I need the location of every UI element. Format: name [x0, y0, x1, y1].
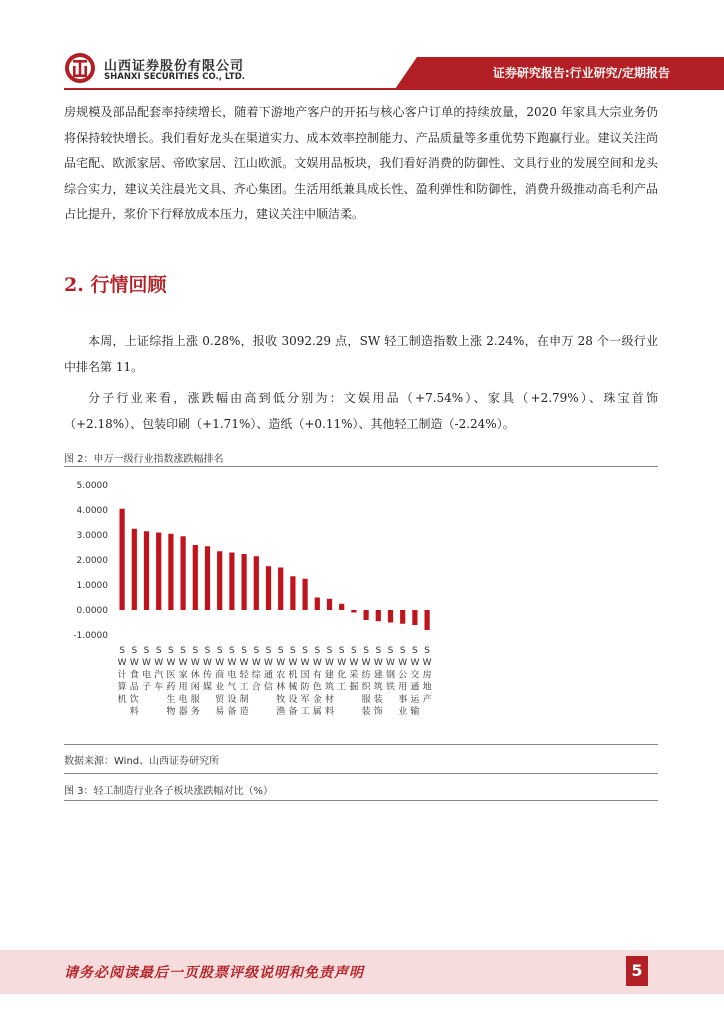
figure-3-top-rule	[64, 773, 658, 774]
category-label-char: 输	[410, 707, 420, 717]
category-label-char: S	[253, 646, 260, 656]
category-label-char: 运	[410, 694, 420, 705]
category-label-char: 造	[239, 707, 249, 717]
page-header	[0, 0, 724, 95]
bar	[266, 566, 271, 610]
figure-2-source: 数据来源：Wind、山西证券研究所	[64, 756, 220, 767]
category-label-char: 军	[300, 694, 310, 705]
category-label-char: S	[216, 646, 223, 656]
category-label-char: 算	[117, 682, 127, 693]
category-label-char: 国	[300, 670, 310, 681]
bar	[412, 610, 417, 625]
figure-3-underline	[64, 800, 658, 801]
category-label-char: S	[143, 646, 150, 656]
category-label-char: W	[264, 658, 273, 669]
category-label-char: S	[265, 646, 272, 656]
category-label-char: W	[288, 658, 298, 669]
category-label-char: 工	[337, 682, 347, 693]
category-label-char: S	[180, 646, 186, 656]
bar	[193, 545, 198, 610]
category-label-char: 产	[422, 694, 432, 705]
category-label-char: 色	[312, 682, 322, 693]
category-label-char: 综	[251, 670, 261, 681]
category-label-char: 制	[239, 694, 249, 705]
category-label-char: S	[277, 646, 284, 656]
bar	[168, 534, 173, 610]
category-label-char: 服	[361, 694, 371, 705]
category-label-char: W	[251, 658, 261, 669]
category-label-char: S	[314, 646, 321, 656]
category-label-char: W	[373, 658, 383, 669]
category-label-char: S	[241, 646, 247, 656]
category-label-char: 电	[227, 670, 237, 681]
category-label-char: S	[290, 646, 296, 656]
bar	[254, 556, 259, 610]
category-label-char: W	[398, 658, 408, 669]
category-label-char: 机	[117, 694, 127, 705]
category-label-char: 合	[251, 682, 261, 693]
category-label-char: 有	[312, 670, 322, 681]
category-label-char: W	[325, 658, 334, 669]
category-label-char: 业	[398, 707, 408, 717]
bar	[303, 579, 308, 610]
bar	[400, 610, 405, 624]
category-label-char: 公	[398, 670, 408, 681]
body-paragraph-2: 本周，上证综指上涨 0.28%，报收 3092.29 点，SW 轻工制造指数上涨 2.24%，在申万 28 个一级行业中排名第 11。	[64, 334, 658, 374]
category-label-char: 纺	[361, 670, 371, 681]
category-label-char: 设	[288, 694, 298, 705]
section-title: 2. 行情回顾	[64, 274, 167, 296]
category-label-char: 属	[312, 707, 322, 717]
category-label-char: 事	[398, 694, 408, 705]
category-label-char: 饰	[373, 707, 383, 717]
category-label-char: S	[229, 646, 235, 656]
category-label-char: W	[410, 658, 420, 669]
category-label-char: W	[129, 658, 139, 669]
category-label-char: W	[239, 658, 249, 669]
category-label-char: 用	[398, 682, 408, 693]
category-label-char: 业	[215, 682, 225, 693]
category-label-char: S	[119, 646, 125, 656]
industry-ranking-chart	[64, 470, 658, 738]
bar	[364, 610, 369, 620]
category-label-char: 务	[190, 707, 200, 717]
bar	[144, 531, 149, 610]
category-label-char: 金	[312, 694, 322, 705]
company-logo-icon	[64, 52, 96, 84]
category-label-char: W	[154, 658, 164, 669]
category-labels	[118, 646, 432, 717]
category-label-char: 食	[129, 670, 139, 681]
category-label-char: 媒	[202, 682, 213, 693]
category-label-char: W	[337, 658, 347, 669]
category-label-char: 化	[337, 670, 347, 681]
bar	[229, 553, 234, 611]
category-label-char: S	[424, 646, 430, 656]
category-label-char: 械	[288, 682, 298, 693]
category-label-char: W	[276, 658, 286, 669]
category-label-char: 器	[178, 707, 188, 717]
category-label-char: W	[142, 658, 151, 669]
category-label-char: W	[227, 658, 237, 669]
bar	[217, 551, 222, 610]
category-label-char: 贸	[215, 694, 225, 705]
category-label-char: 牧	[276, 694, 286, 705]
category-label-char: 林	[276, 682, 286, 693]
figure-2-bottom-rule	[64, 744, 658, 745]
category-label-char: 建	[324, 670, 335, 681]
company-name-cn: 山西证券股份有限公司	[104, 59, 245, 74]
category-label-char: 防	[300, 682, 310, 693]
bar	[376, 610, 381, 621]
category-label-char: S	[168, 646, 174, 656]
header-divider	[64, 88, 724, 90]
category-label-char: S	[351, 646, 357, 656]
category-label-char: S	[399, 646, 406, 656]
category-label-char: 用	[178, 682, 188, 693]
category-label-char: 设	[227, 694, 237, 705]
category-label-char: W	[300, 658, 310, 669]
category-label-char: 饮	[129, 694, 139, 705]
category-label-char: 交	[410, 670, 420, 681]
category-label-char: W	[312, 658, 322, 669]
category-label-char: 备	[227, 707, 237, 717]
category-label-char: 信	[263, 682, 274, 693]
category-label-char: 子	[141, 682, 152, 693]
category-label-char: W	[190, 658, 200, 669]
page-number: 5	[626, 956, 648, 986]
category-label-char: 工	[239, 682, 249, 693]
category-label-char: W	[386, 658, 395, 669]
y-tick-label: 0.0000	[76, 606, 108, 616]
category-label-char: 汽	[154, 670, 164, 681]
figure-2-top-rule	[64, 466, 658, 467]
category-label-char: 电	[178, 694, 188, 705]
category-label-char: 品	[129, 682, 139, 693]
category-label-char: 备	[288, 707, 298, 717]
bar	[132, 529, 137, 610]
category-label-char: 机	[288, 670, 298, 681]
category-label-char: 休	[190, 670, 200, 681]
bar	[278, 568, 283, 611]
category-label-char: 材	[324, 694, 335, 705]
bar	[156, 533, 161, 611]
bar	[242, 554, 247, 610]
category-label-char: W	[166, 658, 176, 669]
category-label-char: S	[375, 646, 382, 656]
bar	[120, 509, 125, 610]
category-label-char: 车	[154, 682, 164, 693]
bar	[388, 610, 393, 623]
bar	[327, 599, 332, 610]
category-label-char: 生	[166, 694, 176, 705]
category-label-char: 房	[422, 670, 432, 681]
body-paragraph-3: 分子行业来看，涨跌幅由高到低分别为：文娱用品（+7.54%）、家具（+2.79%）、珠宝首饰（+2.18%）、包装印刷（+1.71%）、造纸（+0.11%）、其他轻工制造（-2.24%）。	[64, 391, 658, 431]
category-label-char: 织	[361, 682, 371, 693]
category-label-char: S	[302, 646, 308, 656]
category-label-char: W	[178, 658, 188, 669]
y-tick-label: 3.0000	[76, 531, 108, 541]
y-tick-label: -1.0000	[73, 631, 108, 641]
bar	[425, 610, 430, 630]
bar	[315, 598, 320, 611]
category-label-char: 商	[215, 670, 225, 681]
category-label-char: W	[203, 658, 212, 669]
category-label-char: 筑	[373, 682, 383, 693]
category-label-char: W	[422, 658, 432, 669]
category-label-char: 服	[190, 694, 200, 705]
category-label-char: W	[215, 658, 225, 669]
category-label-char: 料	[129, 707, 139, 717]
figure-3-title: 图 3：轻工制造行业各子板块涨跌幅对比（%）	[64, 786, 274, 797]
category-label-char: S	[192, 646, 199, 656]
category-label-char: W	[117, 658, 127, 669]
category-label-char: 通	[263, 670, 274, 681]
category-label-char: S	[338, 646, 345, 656]
category-label-char: S	[204, 646, 211, 656]
category-label-char: 轻	[239, 670, 249, 681]
category-label-char: 家	[178, 670, 188, 681]
category-label-char: 易	[215, 707, 225, 717]
category-label-char: 地	[422, 682, 432, 693]
category-label-char: 铁	[385, 682, 396, 693]
category-label-char: S	[412, 646, 418, 656]
category-label-char: 气	[227, 682, 237, 693]
category-label-char: 药	[166, 682, 176, 693]
category-label-char: 传	[202, 670, 213, 681]
category-label-char: 物	[166, 707, 176, 717]
category-label-char: 工	[300, 707, 310, 717]
category-label-char: 农	[276, 670, 286, 681]
category-label-char: S	[326, 646, 333, 656]
bar	[181, 536, 186, 610]
category-label-char: 料	[324, 707, 335, 717]
category-label-char: 装	[361, 707, 371, 717]
category-label-char: 闲	[190, 682, 200, 693]
category-label-char: 医	[166, 670, 176, 681]
category-label-char: 装	[373, 694, 383, 705]
y-tick-label: 2.0000	[76, 556, 108, 566]
category-label-char: 钢	[385, 670, 396, 681]
y-tick-label: 4.0000	[76, 506, 108, 516]
category-label-char: S	[131, 646, 138, 656]
category-label-char: S	[363, 646, 369, 656]
y-axis-ticks	[73, 481, 108, 641]
category-label-char: 建	[373, 670, 383, 681]
category-label-char: S	[387, 646, 394, 656]
category-label-char: 掘	[349, 682, 359, 693]
bar	[205, 546, 210, 610]
footer-disclaimer: 请务必阅读最后一页股票评级说明和免责声明	[64, 965, 364, 981]
category-label-char: 计	[117, 670, 127, 681]
category-label-char: 电	[141, 670, 152, 681]
y-tick-label: 5.0000	[76, 481, 108, 491]
company-name-en: SHANXI SECURITIES CO., LTD.	[104, 72, 246, 82]
body-paragraph-1: 房规模及部品配套率持续增长，随着下游地产客户的开拓与核心客户订单的持续放量，2020 年家具大宗业务仍将保持较快增长。我们看好龙头在渠道实力、成本效率控制能力、产品质量等多重优势下跑赢行业。建议关注尚品宅配、欧派家居、帝欧家居、江山欧派。文娱用品板块，我们看好消费的防御性、文具行业的发展空间和龙头综合实力，建议关注晨光文具、齐心集团。生活用纸兼具成长性、盈利弹性和防御性，消费升级推动高毛利产品占比提升，浆价下行释放成本压力，建议关注中顺洁柔。	[64, 105, 658, 221]
report-type-label: 证券研究报告:行业研究/定期报告	[492, 66, 670, 80]
y-tick-label: 1.0000	[76, 581, 108, 591]
category-label-char: 渔	[276, 707, 286, 717]
figure-2-title: 图 2：申万一级行业指数涨跌幅排名	[64, 454, 224, 465]
category-label-char: W	[361, 658, 371, 669]
bars	[120, 509, 430, 630]
category-label-char: S	[155, 646, 162, 656]
category-label-char: 筑	[324, 682, 335, 693]
category-label-char: 通	[410, 682, 420, 693]
category-label-char: 采	[349, 670, 359, 681]
bar	[339, 604, 344, 610]
bar	[351, 610, 356, 613]
bar	[290, 576, 295, 610]
category-label-char: W	[349, 658, 359, 669]
